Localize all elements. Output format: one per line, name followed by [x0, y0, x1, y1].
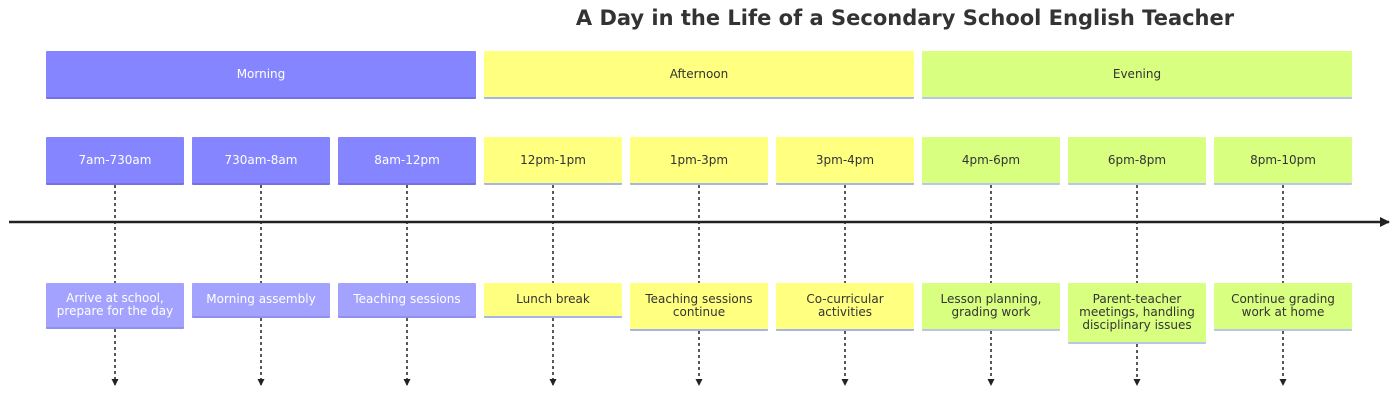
period-box: 1pm-3pm: [630, 137, 768, 185]
period-box: 730am-8am: [192, 137, 330, 185]
event-box: Teaching sessions continue: [630, 283, 768, 331]
period-box: 7am-730am: [46, 137, 184, 185]
period-box: 8am-12pm: [338, 137, 476, 185]
section-morning: Morning: [46, 51, 476, 99]
event-box: Lunch break: [484, 283, 622, 318]
event-box: Morning assembly: [192, 283, 330, 318]
period-box: 4pm-6pm: [922, 137, 1060, 185]
event-box: Lesson planning, grading work: [922, 283, 1060, 331]
section-evening: Evening: [922, 51, 1352, 99]
period-box: 6pm-8pm: [1068, 137, 1206, 185]
event-box: Co-curricular activities: [776, 283, 914, 331]
section-afternoon: Afternoon: [484, 51, 914, 99]
diagram-title: A Day in the Life of a Secondary School English Teacher: [575, 6, 1235, 30]
period-box: 3pm-4pm: [776, 137, 914, 185]
period-box: 8pm-10pm: [1214, 137, 1352, 185]
period-box: 12pm-1pm: [484, 137, 622, 185]
event-box: Arrive at school, prepare for the day: [46, 283, 184, 329]
event-box: Teaching sessions: [338, 283, 476, 318]
event-box: Parent-teacher meetings, handling disciplinary issues: [1068, 283, 1206, 344]
event-box: Continue grading work at home: [1214, 283, 1352, 331]
